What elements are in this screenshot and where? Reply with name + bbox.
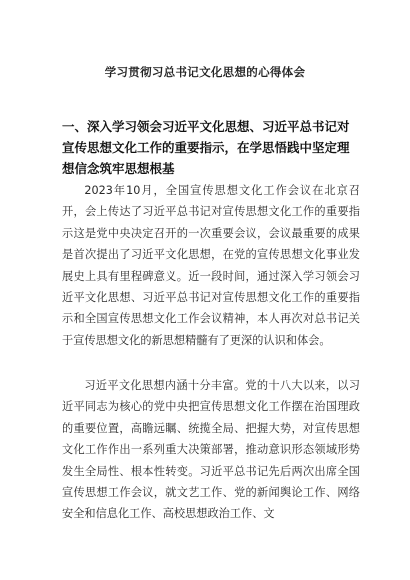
section-heading: 一、深入学习领会习近平文化思想、习近平总书记对宣传思想文化工作的重要指示，在学思悟践中坚定理想信念筑牢思想根基 (62, 119, 350, 176)
document-title: 学习贯彻习总书记文化思想的心得体会 (104, 65, 306, 79)
body-paragraph: 2023年10月，全国宣传思想文化工作会议在北京召开，会上传达了习近平总书记对宣传思想文化工作的重要指示这是党中央决定召开的一次重要会议，会议最重要的成果是首次提出了习近平文化思想，在党的宣传思想文化事业发展史上具有里程碑意义。近一段时间，通过深入学习领会习近平文化思想、习近平总书记对宣传思想文化工作的重要指示和全国宣传思想文化工作会议精神，本人再次对总书记关于宣传思想文化的新思想精髓有了更深的认识和体会。 (62, 184, 360, 347)
body-paragraph: 习近平文化思想内涵十分丰富。党的十八大以来，以习近平同志为核心的党中央把宣传思想文化工作摆在治国理政的重要位置，高瞻远瞩、统揽全局、把握大势，对宣传思想文化工作作出一系列重大决策部署，推动意识形态领域形势发生全局性、根本性转变。习近平总书记先后两次出席全国宣传思想工作会议，就文艺工作、党的新闻舆论工作、网络安全和信息化工作、高校思想政治工作、文 (62, 379, 360, 521)
